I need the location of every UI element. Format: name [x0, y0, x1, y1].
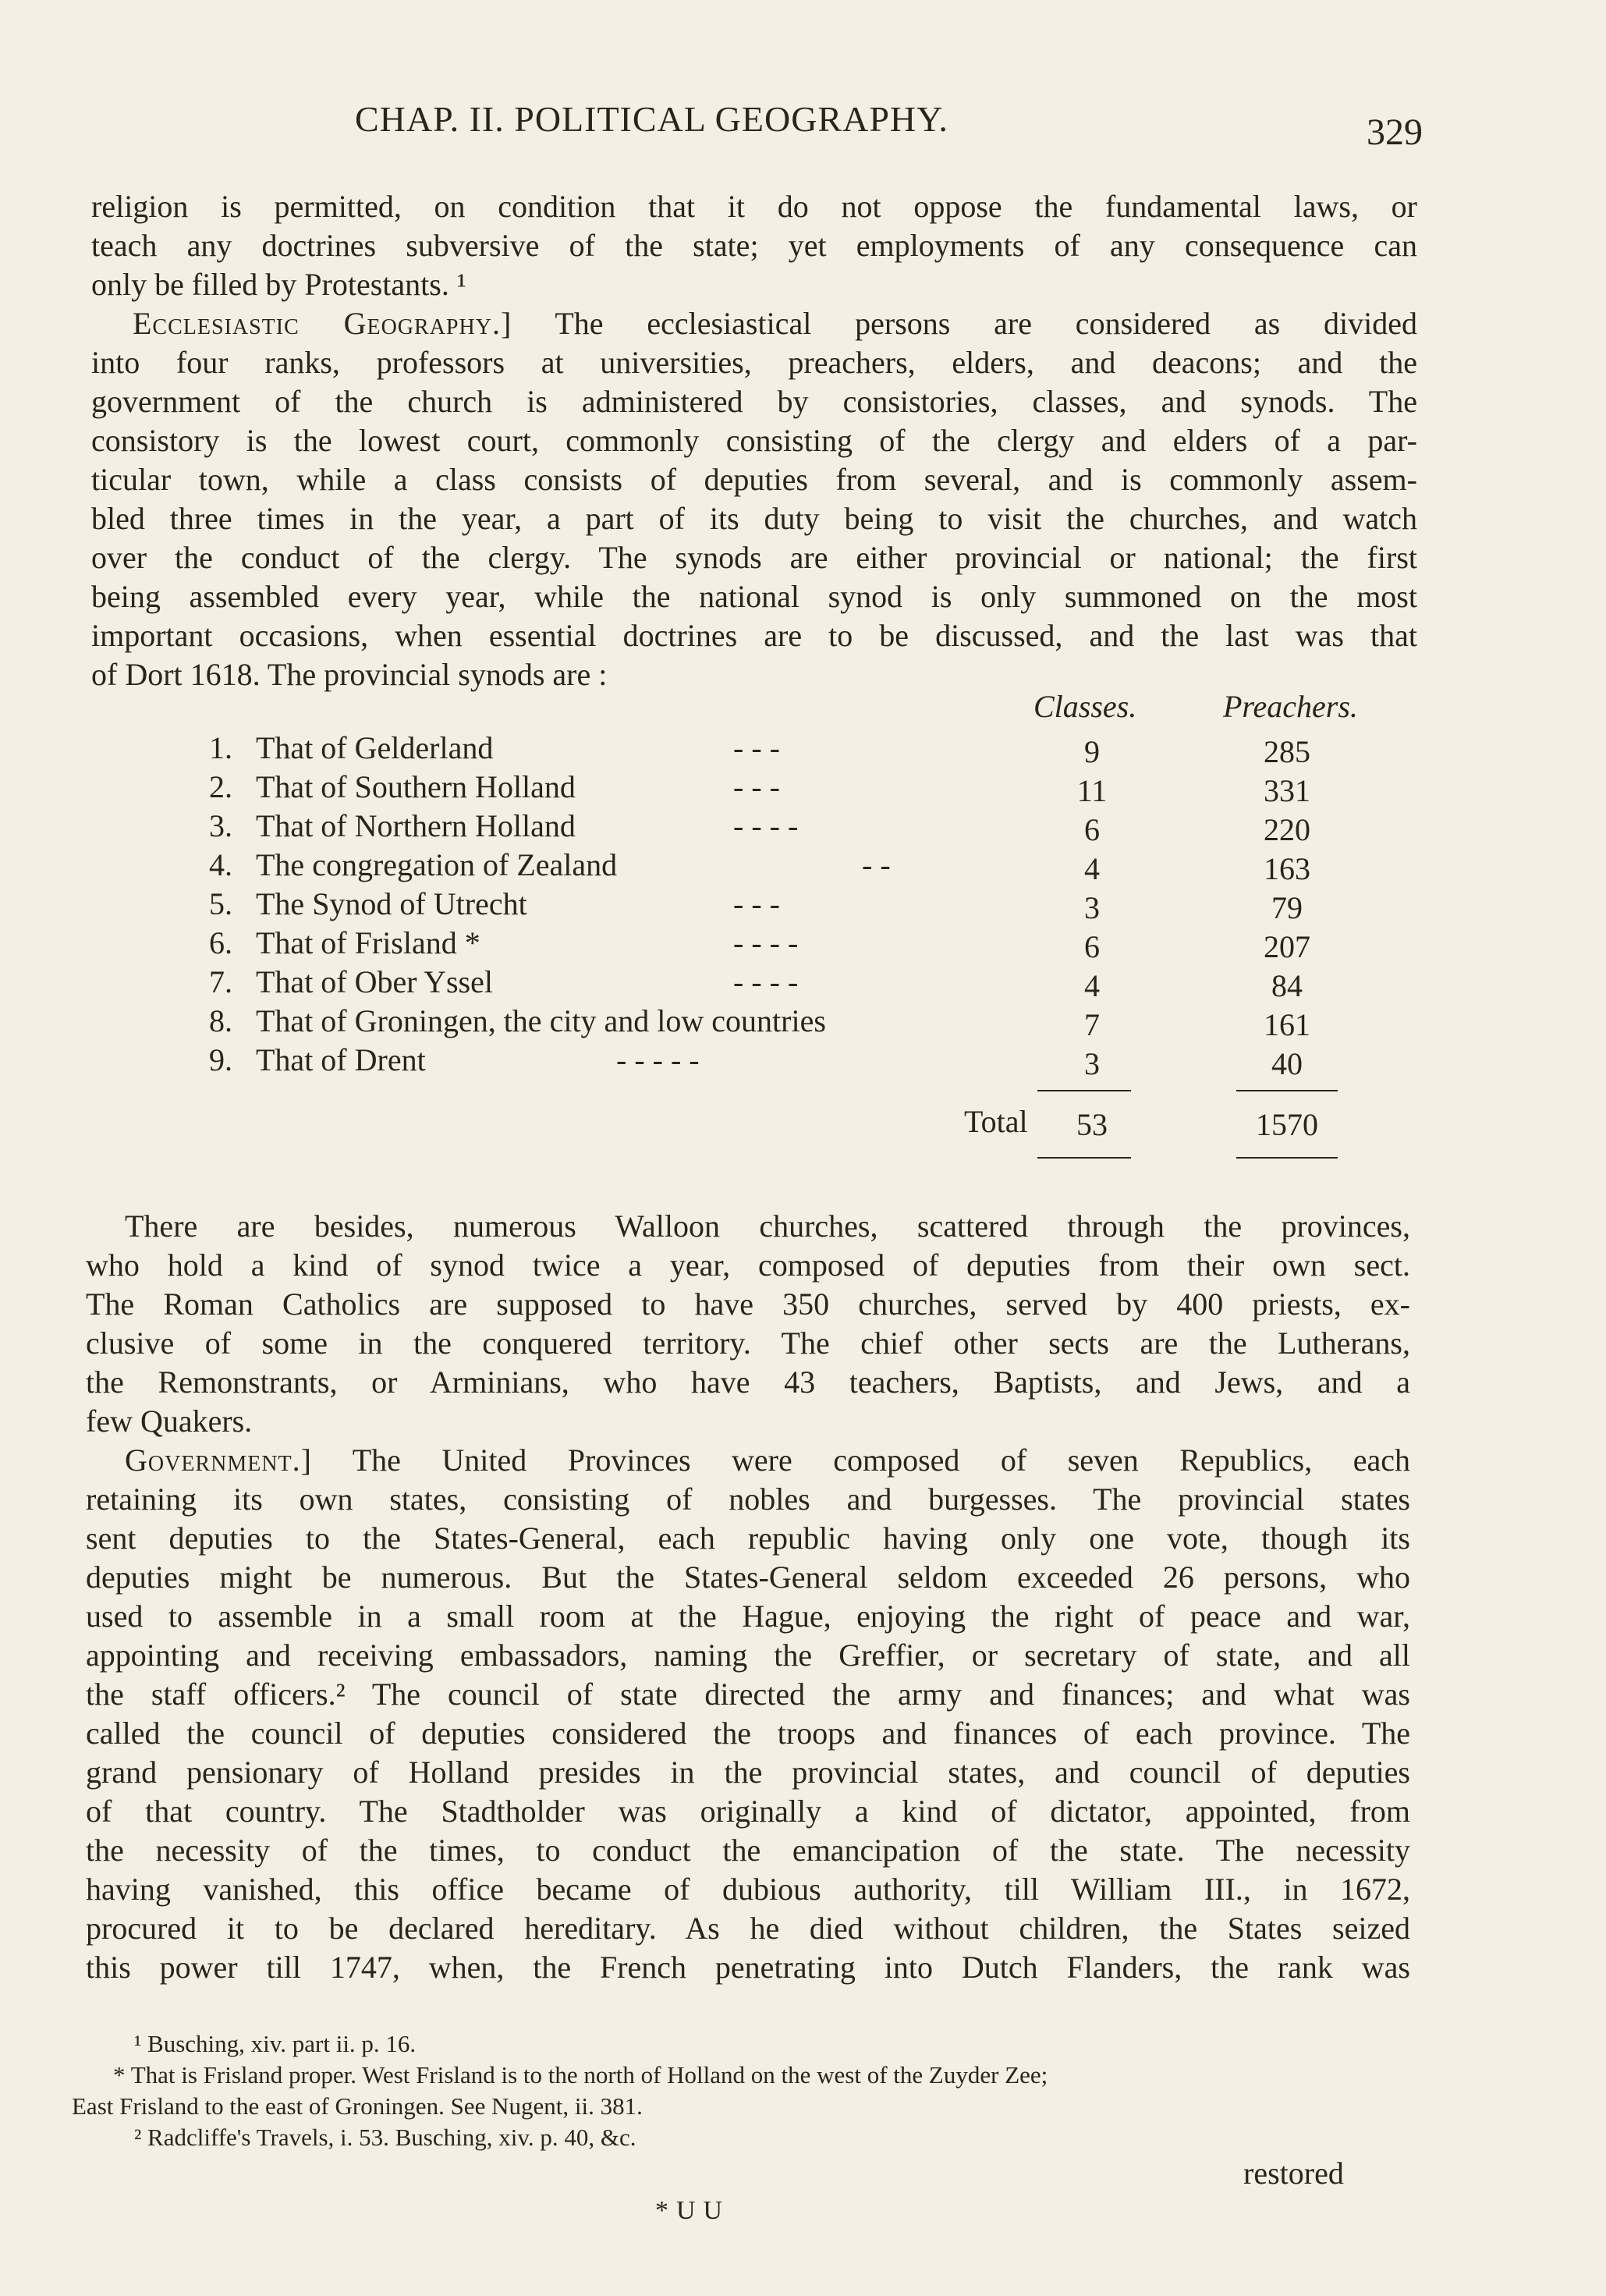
classes-cell: 3 [1084, 1046, 1100, 1081]
footnote-2: ² Radcliffe's Travels, i. 53. Busching, xiv. p. 40, &c. [134, 2124, 636, 2151]
total-rule-classes [1037, 1157, 1131, 1159]
row-name: That of Drent [256, 1042, 426, 1077]
besides-line: The Roman Catholics are supposed to have 350 churches, served by 400 priests, ex- [86, 1286, 1410, 1322]
signature-mark: *UU [655, 2196, 731, 2225]
column-header-preachers: Preachers. [1223, 689, 1358, 724]
ecclesiastic-line: being assembled every year, while the national synod is only summoned on the most [91, 579, 1417, 614]
row-name: The Synod of Utrecht [256, 886, 527, 921]
ecclesiastic-line: into four ranks, professors at universities, preachers, elders, and deacons; and the [91, 345, 1417, 380]
besides-line: who hold a kind of synod twice a year, composed of deputies from their own sect. [86, 1247, 1410, 1283]
row-number: 6. [209, 925, 232, 960]
besides-line: the Remonstrants, or Arminians, who have 43 teachers, Baptists, and Jews, and a [86, 1364, 1410, 1400]
leader-dashes: - - - [733, 730, 780, 765]
government-line: used to assemble in a small room at the Hague, enjoying the right of peace and war, [86, 1599, 1410, 1634]
preachers-cell: 84 [1271, 968, 1303, 1003]
classes-cell: 11 [1076, 773, 1108, 808]
preachers-cell: 40 [1271, 1046, 1303, 1081]
total-rule-preachers [1236, 1157, 1338, 1159]
column-header-classes: Classes. [1033, 689, 1137, 724]
classes-cell: 7 [1084, 1007, 1100, 1042]
ecclesiastic-line: important occasions, when essential doctrines are to be discussed, and the last was that [91, 618, 1417, 653]
classes-cell: 6 [1084, 812, 1100, 847]
government-line: sent deputies to the States-General, each republic having only one vote, though its [86, 1521, 1410, 1556]
leader-dashes: - - [862, 847, 891, 882]
leader-dashes: - - - [733, 769, 780, 804]
leader-dashes: - - - - [733, 925, 799, 960]
ecclesiastic-line: consistory is the lowest court, commonly consisting of the clergy and elders of a par- [91, 423, 1417, 458]
besides-line: few Quakers. [86, 1404, 253, 1439]
row-number: 2. [209, 769, 232, 804]
footnote-star: * That is Frisland proper. West Frisland is to the north of Holland on the west of the Zuyder Zee; [113, 2061, 1048, 2088]
government-line: having vanished, this office became of dubious authority, till William III., in 1672, [86, 1872, 1410, 1907]
besides-line: clusive of some in the conquered territory. The chief other sects are the Lutherans, [86, 1325, 1410, 1361]
leader-dashes: - - - [733, 886, 780, 921]
row-number: 1. [209, 730, 232, 765]
government-first-line-text: The United Provinces were composed of seven Republics, each [352, 1443, 1410, 1478]
ecclesiastic-line: government of the church is administered by consistories, classes, and synods. The [91, 384, 1417, 419]
total-preachers: 1570 [1256, 1107, 1318, 1142]
preachers-cell: 285 [1264, 734, 1310, 769]
classes-cell: 4 [1084, 968, 1100, 1003]
government-line: the necessity of the times, to conduct the emancipation of the state. The necessity [86, 1833, 1410, 1868]
government-line: grand pensionary of Holland presides in the provincial states, and council of deputies [86, 1755, 1410, 1790]
government-line: deputies might be numerous. But the States-General seldom exceeded 26 persons, who [86, 1560, 1410, 1595]
row-number: 8. [209, 1003, 232, 1038]
ecclesiastic-line: bled three times in the year, a part of its duty being to visit the churches, and watch [91, 501, 1417, 536]
row-name: The congregation of Zealand [256, 847, 618, 882]
sum-rule-preachers [1236, 1090, 1338, 1091]
total-label: Total [964, 1104, 1028, 1139]
besides-line-1: There are besides, numerous Walloon churches, scattered through the provinces, [125, 1208, 1410, 1244]
classes-cell: 3 [1084, 890, 1100, 925]
row-number: 4. [209, 847, 232, 882]
government-heading: Government.] [125, 1443, 312, 1478]
ecclesiastic-line-1 [133, 304, 1417, 343]
catchword: restored [1243, 2156, 1344, 2191]
row-name: That of Southern Holland [256, 769, 576, 804]
government-line: this power till 1747, when, the French penetrating into Dutch Flanders, the rank was [86, 1950, 1410, 1985]
preachers-cell: 220 [1264, 812, 1310, 847]
page-number: 329 [1367, 112, 1423, 153]
intro-line-1: religion is permitted, on condition that it do not oppose the fundamental laws, or [91, 189, 1417, 224]
ecclesiastic-line: of Dort 1618. The provincial synods are : [91, 657, 608, 692]
government-line: retaining its own states, consisting of nobles and burgesses. The provincial states [86, 1482, 1410, 1517]
ecclesiastic-line: over the conduct of the clergy. The synods are either provincial or national; the first [91, 540, 1417, 575]
leader-dashes: - - - - - [616, 1042, 700, 1077]
row-number: 5. [209, 886, 232, 921]
ecclesiastic-first-line-text: The ecclesiastical persons are considered as divided [555, 306, 1417, 341]
government-line: called the council of deputies considered the troops and finances of each province. The [86, 1716, 1410, 1751]
intro-line-2: teach any doctrines subversive of the state; yet employments of any consequence can [91, 228, 1417, 263]
preachers-cell: 207 [1264, 929, 1310, 964]
preachers-cell: 331 [1264, 773, 1310, 808]
row-name: That of Ober Yssel [256, 964, 493, 999]
preachers-cell: 79 [1271, 890, 1303, 925]
preachers-cell: 161 [1264, 1007, 1310, 1042]
government-line: procured it to be declared hereditary. As he died without children, the States seized [86, 1911, 1410, 1946]
footnote-star-continued: East Frisland to the east of Groningen. See Nugent, ii. 381. [72, 2092, 643, 2120]
leader-dashes: - - - - [733, 808, 799, 843]
sum-rule-classes [1037, 1090, 1131, 1091]
government-line: the staff officers.² The council of state directed the army and finances; and what was [86, 1677, 1410, 1712]
classes-cell: 6 [1084, 929, 1100, 964]
total-classes: 53 [1076, 1107, 1108, 1142]
preachers-cell: 163 [1264, 851, 1310, 886]
footnote-1: ¹ Busching, xiv. part ii. p. 16. [134, 2030, 417, 2057]
row-name: That of Northern Holland [256, 808, 576, 843]
ecclesiastic-line: ticular town, while a class consists of deputies from several, and is commonly assem- [91, 462, 1417, 497]
classes-cell: 4 [1084, 851, 1100, 886]
row-name: That of Gelderland [256, 730, 494, 765]
row-number: 9. [209, 1042, 232, 1077]
government-line-1 [125, 1441, 1410, 1480]
ecclesiastic-heading: Ecclesiastic Geography.] [133, 306, 512, 341]
government-line: appointing and receiving embassadors, naming the Greffier, or secretary of state, and all [86, 1638, 1410, 1673]
intro-line-3: only be filled by Protestants. ¹ [91, 267, 466, 302]
row-name: That of Groningen, the city and low countries [256, 1003, 826, 1038]
running-header: CHAP. II. POLITICAL GEOGRAPHY. [355, 99, 948, 139]
row-number: 3. [209, 808, 232, 843]
row-name: That of Frisland * [256, 925, 480, 960]
government-line: of that country. The Stadtholder was originally a kind of dictator, appointed, from [86, 1794, 1410, 1829]
classes-cell: 9 [1084, 734, 1100, 769]
leader-dashes: - - - - [733, 964, 799, 999]
row-number: 7. [209, 964, 232, 999]
